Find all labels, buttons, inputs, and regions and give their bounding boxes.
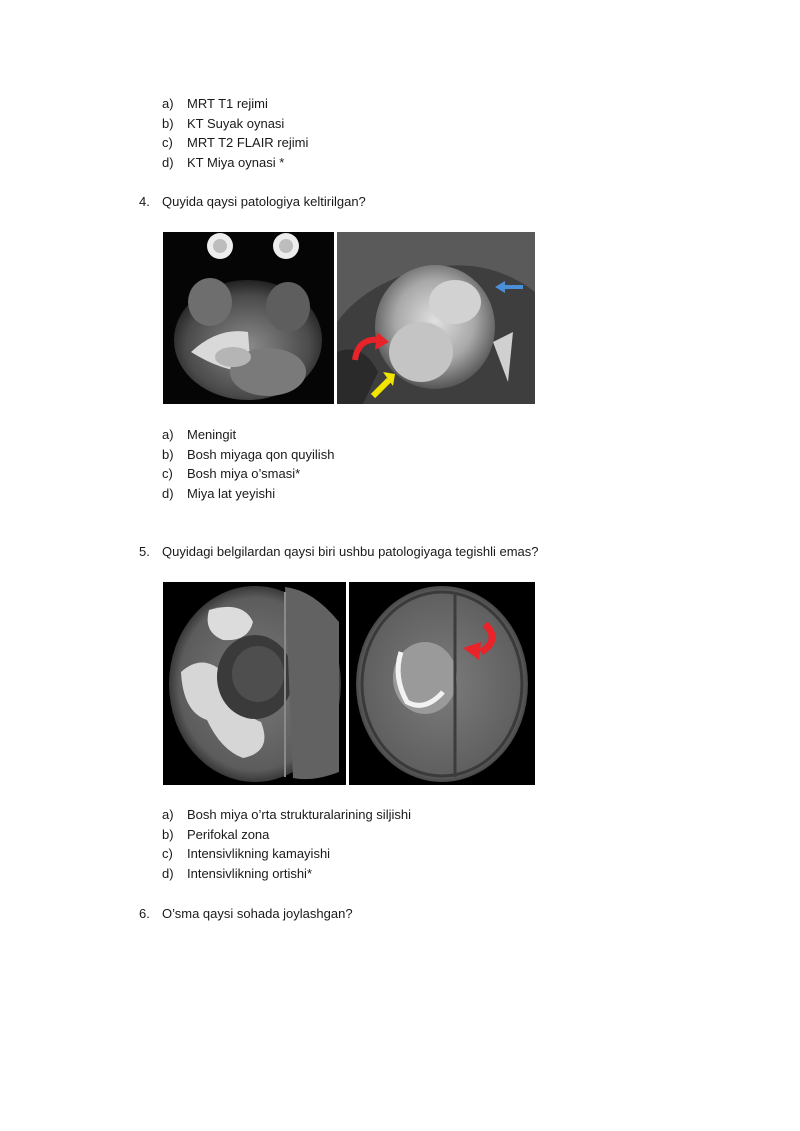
q4-mri-figure: [163, 232, 535, 404]
q4-option-c: c) Bosh miya o’smasi*: [162, 466, 301, 481]
q5-option-b: b) Perifokal zona: [162, 826, 270, 842]
q4-option-a: a) Meningit: [162, 427, 237, 442]
q5-question: 5. Quyidagi belgilardan qaysi biri ushbu patologiyaga tegishli emas?: [139, 544, 539, 559]
q5-mri-figure: [163, 582, 535, 785]
q5-option-a: a) Bosh miya o’rta strukturalarining siljishi: [162, 807, 411, 822]
q3-option-d: d) KT Miya oynasi *: [162, 154, 285, 170]
q3-option-c: c) MRT T2 FLAIR rejimi: [162, 135, 309, 150]
q3-option-a: a) MRT T1 rejimi: [162, 96, 268, 111]
q6-question: 6. O’sma qaysi sohada joylashgan?: [139, 906, 353, 921]
mri-t2-left-panel: [163, 582, 346, 785]
q3-option-b: b) KT Suyak oynasi: [162, 115, 285, 131]
mri-zoom-right-panel: [337, 232, 535, 404]
q4-question: 4. Quyida qaysi patologiya keltirilgan?: [139, 194, 366, 209]
q5-options: [162, 805, 411, 883]
q4-option-b: b) Bosh miyaga qon quyilish: [162, 446, 335, 462]
mri-t1-right-panel: [349, 582, 535, 785]
q5-option-d: d) Intensivlikning ortishi*: [162, 865, 313, 881]
q4-options: [162, 425, 334, 503]
q3-options: [162, 94, 308, 172]
q4-option-d: d) Miya lat yeyishi: [162, 485, 276, 501]
q5-option-c: c) Intensivlikning kamayishi: [162, 846, 331, 861]
mri-axial-left-panel: [163, 232, 334, 404]
